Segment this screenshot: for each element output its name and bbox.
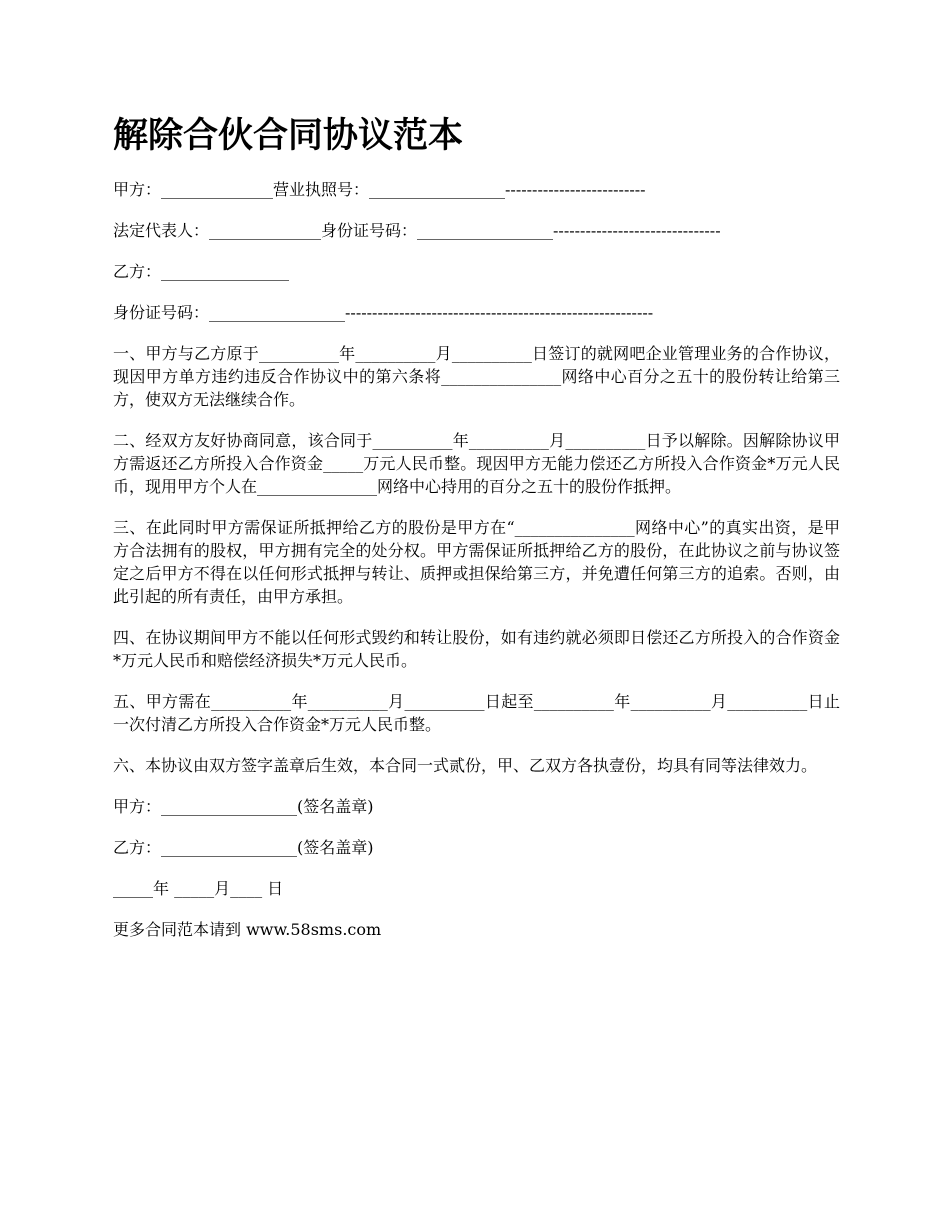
party-a-signature: 甲方：_________________(签名盖章) [113, 797, 374, 816]
document-page [113, 108, 840, 959]
clause-6: 六、本协议由双方签字盖章后生效，本合同一式贰份，甲、乙双方各执壹份，均具有同等法律效力。 [113, 756, 818, 775]
party-b-line: 乙方：________________ [113, 262, 290, 281]
clause-3: 三、在此同时甲方需保证所抵押给乙方的股份是甲方在“_______________网络中心”的真实出资，是甲方合法拥有的股权，甲方拥有完全的处分权。甲方需保证所抵押给乙方的股份，在此协议之前与协议签定之后甲方不得在以任何形式抵押与转让、质押或担保给第三方，并免遭任何第三方的追索。否则，由此引起的所有责任，由甲方承担。 [113, 518, 840, 606]
footer-link-text: 更多合同范本请到 www.58sms.com [113, 920, 382, 939]
clause-1: 一、甲方与乙方原于__________年__________月__________日签订的就网吧企业管理业务的合作协议，现因甲方单方违约违反合作协议中的第六条将_______________网络中心百分之五十的股份转让给第三方，使双方无法继续合作。 [113, 344, 840, 409]
legal-representative-line: 法定代表人：______________身份证号码：_________________------------------------------- [113, 221, 721, 240]
clause-2: 二、经双方友好协商同意，该合同于__________年__________月__________日予以解除。因解除协议甲方需返还乙方所投入合作资金_____万元人民币整。现因甲方无能力偿还乙方所投入合作资金*万元人民币，现用甲方个人在_______________网络中心持用的百分之五十的股份作抵押。 [113, 431, 840, 496]
signature-date: _____年 _____月____ 日 [113, 879, 284, 898]
clause-5: 五、甲方需在__________年__________月__________日起至__________年__________月__________日止一次付清乙方所投入合作资金*万元人民币整。 [113, 692, 840, 734]
document-title: 解除合伙合同协议范本 [113, 116, 464, 156]
clause-4: 四、在协议期间甲方不能以任何形式毁约和转让股份，如有违约就必须即日偿还乙方所投入的合作资金*万元人民币和赔偿经济损失*万元人民币。 [113, 628, 840, 670]
id-number-line: 身份证号码：_________________--------------------------------------------------------- [113, 303, 654, 322]
party-a-line: 甲方：______________营业执照号：_________________-------------------------- [113, 180, 646, 199]
party-b-signature: 乙方：_________________(签名盖章) [113, 838, 374, 857]
